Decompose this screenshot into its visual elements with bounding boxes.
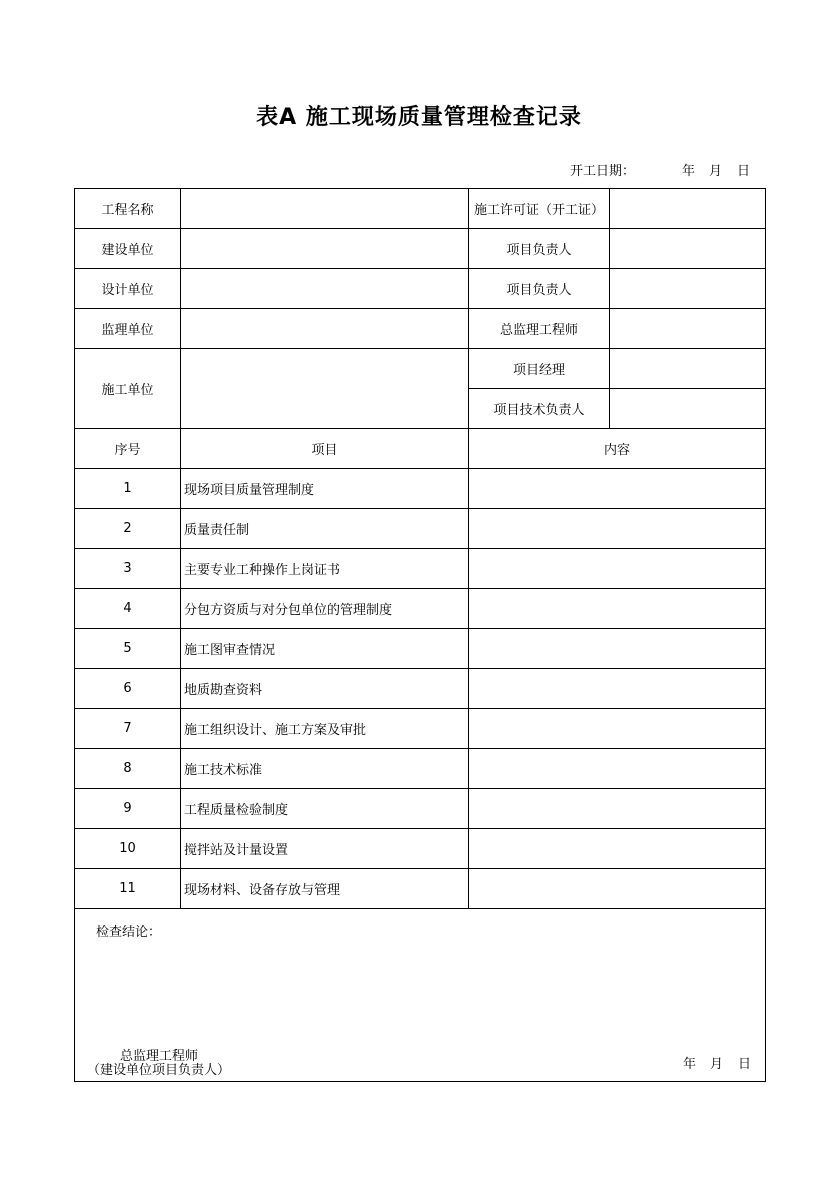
row-designer (75, 269, 766, 309)
row-project-name (75, 189, 766, 229)
row-owner (75, 229, 766, 269)
header-no: 序号 (75, 429, 181, 469)
item-name: 主要专业工种操作上岗证书 (181, 549, 469, 589)
owner-lead-value[interactable] (610, 229, 766, 269)
designer-label: 设计单位 (75, 269, 181, 309)
item-name: 施工组织设计、施工方案及审批 (181, 709, 469, 749)
item-no: 7 (75, 709, 181, 749)
item-name: 现场项目质量管理制度 (181, 469, 469, 509)
item-content[interactable] (469, 709, 766, 749)
item-no: 11 (75, 869, 181, 909)
item-no: 9 (75, 789, 181, 829)
item-no: 2 (75, 509, 181, 549)
items-header-row (75, 429, 766, 469)
item-no: 8 (75, 749, 181, 789)
header-content: 内容 (469, 429, 766, 469)
start-date-year: 年 (682, 164, 696, 179)
table-row (75, 709, 766, 749)
permit-label: 施工许可证（开工证） (469, 189, 610, 229)
item-content[interactable] (469, 549, 766, 589)
table-row (75, 629, 766, 669)
item-content[interactable] (469, 589, 766, 629)
item-name: 搅拌站及计量设置 (181, 829, 469, 869)
chief-supervisor-label: 总监理工程师 (469, 309, 610, 349)
owner-label: 建设单位 (75, 229, 181, 269)
conclusion-row (75, 909, 766, 1082)
table-row (75, 829, 766, 869)
chief-supervisor-value[interactable] (610, 309, 766, 349)
item-name: 地质勘查资料 (181, 669, 469, 709)
supervisor-value[interactable] (181, 309, 469, 349)
conclusion-label: 检查结论： (96, 925, 162, 940)
item-content[interactable] (469, 789, 766, 829)
contractor-value[interactable] (181, 349, 469, 429)
table-row (75, 789, 766, 829)
table-row (75, 589, 766, 629)
row-supervisor (75, 309, 766, 349)
item-content[interactable] (469, 509, 766, 549)
item-no: 6 (75, 669, 181, 709)
item-content[interactable] (469, 749, 766, 789)
signer-label: 总监理工程师 (120, 1049, 199, 1064)
item-content[interactable] (469, 829, 766, 869)
owner-lead-label: 项目负责人 (469, 229, 610, 269)
designer-lead-label: 项目负责人 (469, 269, 610, 309)
tech-lead-label: 项目技术负责人 (469, 389, 610, 429)
table-row (75, 509, 766, 549)
designer-lead-value[interactable] (610, 269, 766, 309)
table-row (75, 469, 766, 509)
contractor-label: 施工单位 (75, 349, 181, 429)
conclusion-month: 月 (710, 1057, 724, 1072)
conclusion-day: 日 (738, 1057, 752, 1072)
item-name: 工程质量检验制度 (181, 789, 469, 829)
permit-value[interactable] (610, 189, 766, 229)
designer-value[interactable] (181, 269, 469, 309)
start-date-label: 开工日期： (570, 164, 636, 179)
project-name-value[interactable] (181, 189, 469, 229)
item-name: 质量责任制 (181, 509, 469, 549)
inspection-form-table (74, 188, 766, 1082)
item-name: 施工技术标准 (181, 749, 469, 789)
item-content[interactable] (469, 629, 766, 669)
item-no: 10 (75, 829, 181, 869)
table-row (75, 749, 766, 789)
item-no: 3 (75, 549, 181, 589)
item-content[interactable] (469, 469, 766, 509)
item-no: 4 (75, 589, 181, 629)
start-date-day: 日 (737, 164, 751, 179)
supervisor-label: 监理单位 (75, 309, 181, 349)
project-manager-value[interactable] (610, 349, 766, 389)
signer-alt-label: （建设单位项目负责人） (87, 1063, 231, 1078)
item-name: 施工图审查情况 (181, 629, 469, 669)
item-content[interactable] (469, 869, 766, 909)
item-name: 分包方资质与对分包单位的管理制度 (181, 589, 469, 629)
project-name-label: 工程名称 (75, 189, 181, 229)
start-date-month: 月 (709, 164, 723, 179)
item-content[interactable] (469, 669, 766, 709)
conclusion-cell[interactable] (75, 909, 766, 1082)
item-name: 现场材料、设备存放与管理 (181, 869, 469, 909)
conclusion-year: 年 (683, 1057, 697, 1072)
table-row (75, 869, 766, 909)
table-row (75, 669, 766, 709)
owner-value[interactable] (181, 229, 469, 269)
project-manager-label: 项目经理 (469, 349, 610, 389)
item-no: 5 (75, 629, 181, 669)
tech-lead-value[interactable] (610, 389, 766, 429)
table-row (75, 549, 766, 589)
item-no: 1 (75, 469, 181, 509)
row-contractor (75, 349, 766, 389)
header-item: 项目 (181, 429, 469, 469)
page-title: 表A 施工现场质量管理检查记录 (256, 105, 582, 130)
